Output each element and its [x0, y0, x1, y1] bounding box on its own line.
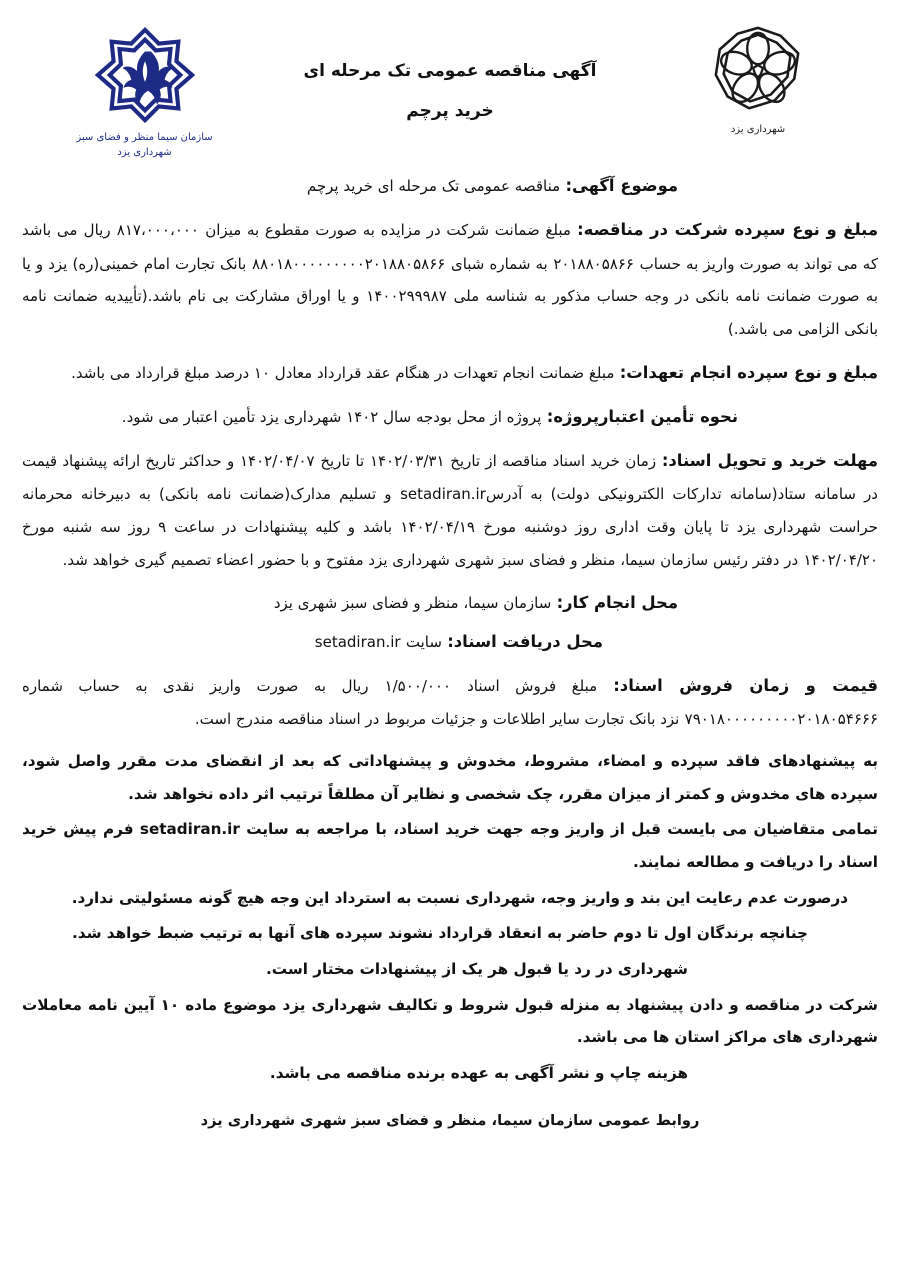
- deposit-amount-value: ۸۱۷،۰۰۰،۰۰۰: [116, 221, 199, 240]
- note-item: شرکت در مناقصه و دادن پیشنهاد به منزله قبول شروط و تکالیف شهرداری یزد موضوع ماده ۱۰ آیین نامه معاملات شهرداری های مراکز استان ها می باشد.: [22, 995, 878, 1047]
- deposit-account-number: ۲۰۱۸۸۰۵۸۶۶: [553, 254, 634, 273]
- notes-list: [22, 745, 878, 1090]
- price-text-1: مبلغ فروش اسناد: [467, 676, 598, 695]
- logo-right-caption: شهرداری یزد: [730, 124, 786, 135]
- documents-location-website[interactable]: setadiran.ir: [314, 632, 401, 651]
- subject-text: مناقصه عمومی تک مرحله ای خرید پرچم: [306, 177, 561, 195]
- note-item: چنانچه برندگان اول تا دوم حاضر به انعقاد قرارداد نشوند سپرده های آنها به ترتیب ضبط خواهد شد.: [72, 924, 808, 943]
- section-subject: [22, 168, 878, 203]
- logo-left-caption-line1: سازمان سیما منظر و فضای سبز: [76, 132, 213, 143]
- section-performance-deposit: [22, 355, 878, 390]
- deposit-text-5: و یا اوراق مشارکت بی نام باشد.(تأییدیه ضمانت نامه بانکی الزامی می باشد.): [22, 287, 878, 338]
- logo-left-caption-line2: شهرداری یزد: [117, 146, 172, 158]
- price-text-3: نزد بانک تجارت سایر اطلاعات و جزئیات مربوط در اسناد مناقصه مندرج است.: [194, 710, 680, 729]
- note-item: شهرداری در رد یا قبول هر یک از پیشنهادات مختار است.: [266, 959, 688, 978]
- subject-label: موضوع آگهی:: [565, 176, 678, 195]
- section-work-location: [22, 585, 878, 620]
- announcement-title: [0, 52, 900, 132]
- deadline-text-5: باشد و کلیه پیشنهادات در ساعت ۹ روز سه شنبه مورخ: [22, 518, 393, 537]
- performance-deposit-text: مبلغ ضمانت انجام تعهدات در هنگام عقد قرارداد معادل ۱۰ درصد مبلغ قرارداد می باشد.: [71, 363, 615, 382]
- section-deposit-amount: [22, 212, 878, 345]
- deposit-national-id: ۱۴۰۰۲۹۹۹۸۷: [366, 287, 447, 306]
- deadline-text-6: در دفتر رئیس سازمان سیما، منظر و فضای سبز شهری شهرداری یزد مفتوح و با حضور اعضاء تصمیم گیری خواهد شد.: [62, 550, 799, 569]
- deadline-text-1: زمان خرید اسناد مناقصه از تاریخ: [450, 452, 657, 471]
- document-body: [0, 168, 900, 1135]
- note-item: به پیشنهادهای فاقد سپرده و امضاء، مشروط، مخدوش و پیشنهاداتی که بعد از انقضای مدت مقرر واصل شود، سپرده های مخدوش و کمتر از میزان مقرر، چک شخصی و نظایر آن مطلقاً ترتیب اثر داده نخواهد شد.: [22, 751, 878, 803]
- price-label: قیمت و زمان فروش اسناد:: [613, 675, 879, 695]
- footer-credit: روابط عمومی سازمان سیما، منظر و فضای سبز شهری شهرداری یزد: [200, 1111, 700, 1129]
- document-header: [0, 0, 900, 168]
- note-item: تمامی متقاضیان می بایست قبل از واریز وجه جهت خرید اسناد، با مراجعه به سایت setadiran.ir فرم پیش خرید اسناد را دریافت و مطالعه نمایند.: [22, 820, 878, 871]
- deadline-date-opening: ۱۴۰۲/۰۴/۲۰: [803, 550, 878, 569]
- documents-location-text: سایت: [405, 632, 442, 651]
- deadline-website[interactable]: setadiran.ir: [400, 485, 486, 504]
- documents-location-label: محل دریافت اسناد:: [447, 631, 603, 651]
- deadline-date-submit: ۱۴۰۲/۰۴/۱۹: [400, 518, 475, 537]
- title-line-2: خرید پرچم: [406, 100, 494, 121]
- price-account-number: ۷۹۰۱۸۰۰۰۰۰۰۰۰۰۲۰۱۸۰۵۴۶۶۶: [684, 710, 878, 729]
- deadline-text-3: و حداکثر تاریخ ارائه پیشنهاد قیمت در سامانه ستاد(سامانه تدارکات الکترونیکی دولت) به آدرس: [22, 452, 878, 504]
- deposit-shaba-number: ۸۸۰۱۸۰۰۰۰۰۰۰۰۰۲۰۱۸۸۰۵۸۶۶: [251, 254, 446, 273]
- funding-text: پروژه از محل بودجه سال ۱۴۰۲ شهرداری یزد تأمین اعتبار می شود.: [121, 407, 542, 426]
- deposit-label: مبلغ و نوع سپرده شرکت در مناقصه:: [577, 220, 879, 240]
- section-price-and-time: [22, 668, 878, 736]
- note-item: درصورت عدم رعایت این بند و واریز وجه، شهرداری نسبت به استرداد این وجه هیچ گونه مسئولیتی ندارد.: [71, 888, 848, 907]
- deadline-text-4: و تسلیم مدارک(ضمانت نامه بانکی) به دبیرخانه محرمانه حراست شهرداری یزد تا پایان وقت اداری روز دوشنبه مورخ: [22, 485, 878, 537]
- deadline-text-2: تا تاریخ: [320, 452, 365, 471]
- deadline-date-from: ۱۴۰۲/۰۳/۳۱: [369, 452, 445, 471]
- deadline-date-to: ۱۴۰۲/۰۴/۰۷: [240, 452, 315, 471]
- funding-label: نحوه تأمین اعتبارپروژه:: [546, 406, 738, 426]
- deadline-label: مهلت خرید و تحویل اسناد:: [661, 451, 878, 471]
- section-documents-location: [22, 624, 878, 659]
- section-funding: [22, 399, 878, 434]
- deposit-text-1: مبلغ ضمانت شرکت در مزایده به صورت مقطوع به میزان: [205, 221, 571, 240]
- note-item: هزینه چاپ و نشر آگهی به عهده برنده مناقصه می باشد.: [269, 1063, 688, 1082]
- deposit-text-3: به شماره شبای: [450, 254, 548, 273]
- performance-deposit-label: مبلغ و نوع سپرده انجام تعهدات:: [619, 362, 878, 382]
- price-amount: ۱/۵۰۰/۰۰۰: [384, 676, 452, 695]
- work-location-label: محل انجام کار:: [556, 593, 678, 613]
- section-deadline: [22, 443, 878, 576]
- price-text-2: ریال به صورت واریز نقدی به حساب شماره: [22, 676, 369, 695]
- work-location-text: سازمان سیما، منظر و فضای سبز شهری یزد: [273, 594, 552, 613]
- deposit-currency: ریال: [83, 221, 111, 240]
- title-line-1: آگهی مناقصه عمومی تک مرحله ای: [303, 61, 597, 81]
- deposit-text-2: می باشد که می تواند به صورت واریز به حساب: [22, 221, 878, 273]
- deposit-text-4: بانک تجارت امام خمینی(ره) یزد و یا به صورت ضمانت نامه بانکی در وجه حساب مذکور به شناسه ملی: [22, 254, 878, 306]
